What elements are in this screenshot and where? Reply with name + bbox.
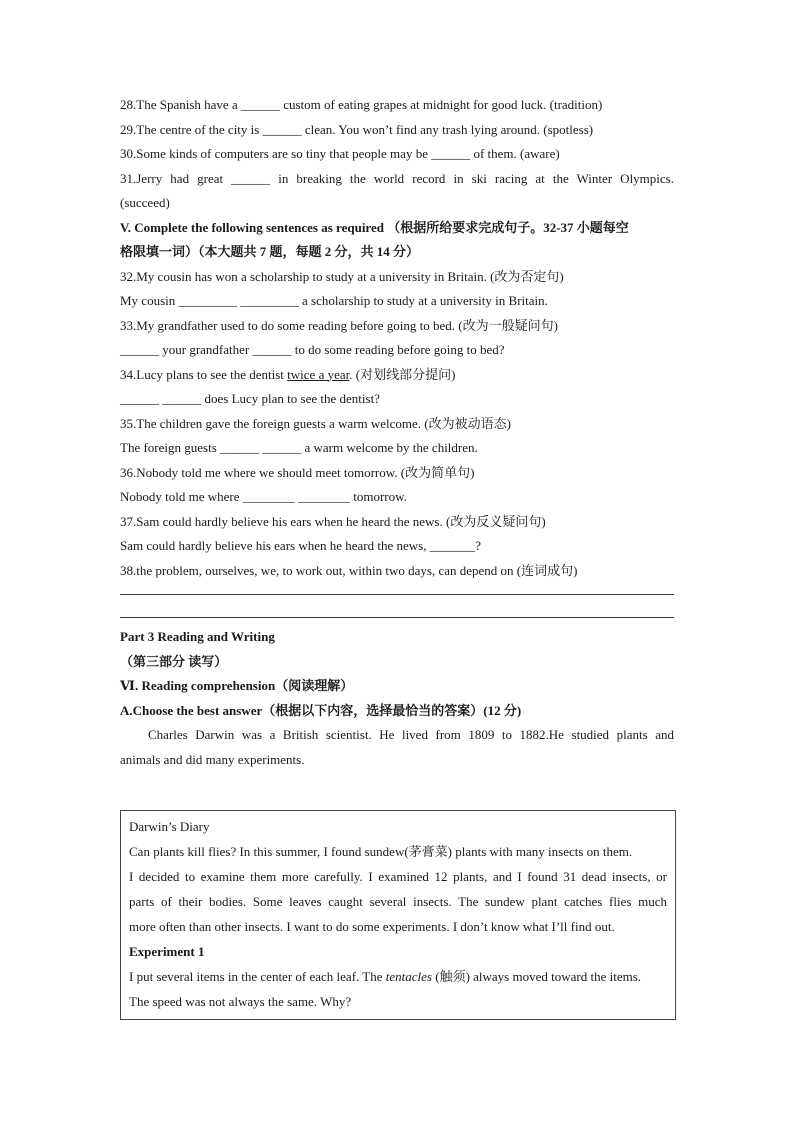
diary-line-3: parts of their bodies. Some leaves caught several insects. The sundew plant catches flies much xyxy=(129,894,667,909)
question-32: 32.My cousin has won a scholarship to study at a university in Britain. (改为否定句) xyxy=(120,268,564,284)
question-31-hint: (succeed) xyxy=(120,195,170,210)
question-33: 33.My grandfather used to do some reading before going to bed. (改为一般疑问句) xyxy=(120,317,558,333)
answer-34: ______ ______ does Lucy plan to see the dentist? xyxy=(120,391,380,406)
diary-line-6: The speed was not always the same. Why? xyxy=(129,994,352,1009)
question-34 xyxy=(120,364,674,389)
question-35: 35.The children gave the foreign guests a warm welcome. (改为被动语态) xyxy=(120,415,511,431)
answer-36: Nobody told me where ________ ________ tomorrow. xyxy=(120,489,407,504)
question-38: 38.the problem, ourselves, we, to work out, within two days, can depend on (连词成句) xyxy=(120,562,578,578)
part-3-heading: Part 3 Reading and Writing xyxy=(120,629,275,644)
section-6-heading: Ⅵ. Reading comprehension（阅读理解） xyxy=(120,678,354,693)
intro-line-1: Charles Darwin was a British scientist. He lived from 1809 to 1882.He studied plants and xyxy=(148,727,674,742)
answer-33: ______ your grandfather ______ to do some reading before going to bed? xyxy=(120,342,505,357)
section-5-heading: V. Complete the following sentences as required （根据所给要求完成句子。32-37 小题每空 xyxy=(120,219,629,235)
question-28: 28.The Spanish have a ______ custom of eating grapes at midnight for good luck. (tradition) xyxy=(120,97,603,112)
question-34-post: . (对划线部分提问) xyxy=(349,366,456,382)
part-3-heading-cn: （第三部分 读写） xyxy=(120,653,228,669)
diary-line-5-italic: tentacles xyxy=(385,969,432,984)
question-36: 36.Nobody told me where we should meet tomorrow. (改为简单句) xyxy=(120,464,475,480)
exam-page xyxy=(120,94,674,773)
question-37: 37.Sam could hardly believe his ears when he heard the news. (改为反义疑问句) xyxy=(120,513,546,529)
section-a-heading: A.Choose the best answer（根据以下内容，选择最恰当的答案）(12 分) xyxy=(120,702,522,718)
diary-line-5-pre: I put several items in the center of each leaf. The xyxy=(129,969,386,984)
question-34-underlined: twice a year xyxy=(287,366,350,382)
intro-line-2: animals and did many experiments. xyxy=(120,751,305,767)
diary-line-5-post: (触须) always moved toward the items. xyxy=(431,969,642,984)
darwin-diary-box xyxy=(120,810,676,1020)
question-31: 31.Jerry had great ______ in breaking the world record in ski racing at the Winter Olympics. xyxy=(120,170,674,186)
question-30: 30.Some kinds of computers are so tiny that people may be ______ of them. (aware) xyxy=(120,146,560,161)
answer-35: The foreign guests ______ ______ a warm welcome by the children. xyxy=(120,440,478,455)
diary-line-5 xyxy=(129,964,667,989)
diary-title: Darwin’s Diary xyxy=(129,819,210,834)
diary-line-1: Can plants kill flies? In this summer, I found sundew(茅膏菜) plants with many insects on them. xyxy=(129,844,633,859)
answer-32: My cousin _________ _________ a scholarship to study at a university in Britain. xyxy=(120,293,548,308)
diary-line-2: I decided to examine them more carefully. I examined 12 plants, and I found 31 dead insects, or xyxy=(129,869,667,884)
answer-37: Sam could hardly believe his ears when he heard the news, _______? xyxy=(120,538,482,553)
question-34-pre: 34.Lucy plans to see the dentist xyxy=(120,366,288,382)
diary-line-4: more often than other insects. I want to do some experiments. I don’t know what I’ll find out. xyxy=(129,919,615,934)
section-5-heading-cont: 格限填一词）（本大题共 7 题，每题 2 分，共 14 分） xyxy=(120,244,420,259)
question-29: 29.The centre of the city is ______ clean. You won’t find any trash lying around. (spotless) xyxy=(120,121,594,137)
experiment-1-heading: Experiment 1 xyxy=(129,944,205,959)
